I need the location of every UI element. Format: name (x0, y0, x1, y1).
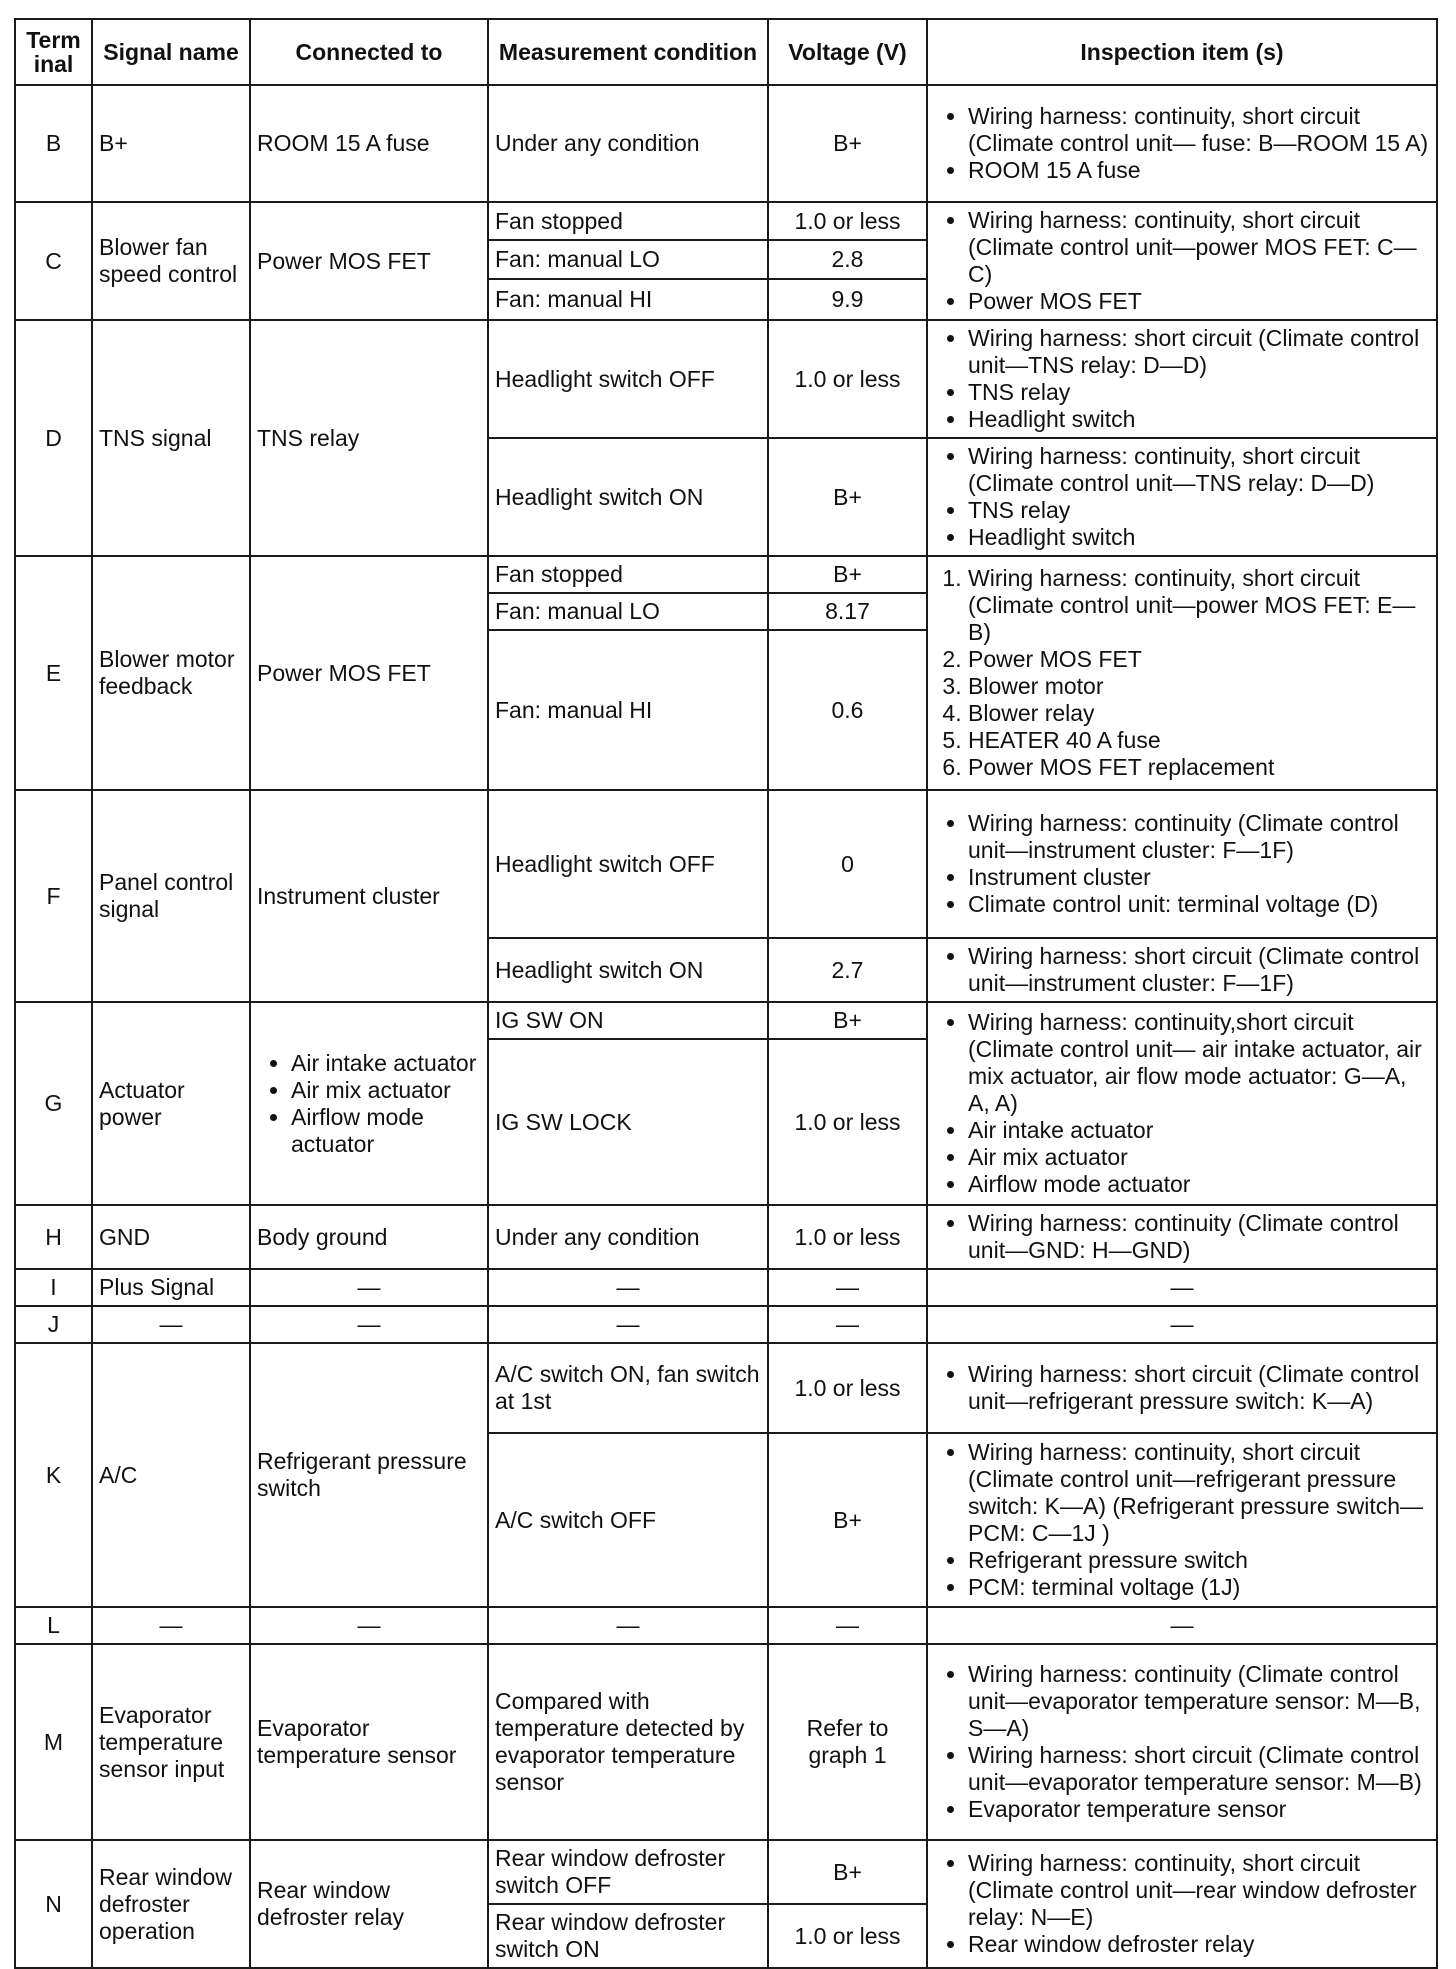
header-connected-to: Connected to (250, 19, 488, 85)
header-row (15, 19, 1437, 85)
inspection-item: • TNS relay (968, 497, 1430, 524)
terminal-cell: H (15, 1205, 92, 1269)
inspection-item: • Wiring harness: continuity (Climate control unit—instrument cluster: F—1F) (968, 810, 1430, 864)
table-row (15, 85, 1437, 202)
voltage-cell: 9.9 (768, 279, 927, 320)
inspection-item: 4. Blower relay (968, 700, 1430, 727)
inspection-item: 5. HEATER 40 A fuse (968, 727, 1430, 754)
signal-cell: GND (92, 1205, 250, 1269)
empty-cell: — (768, 1306, 927, 1343)
condition-cell: Headlight switch ON (488, 938, 768, 1002)
connected-cell: Refrigerant pressure switch (250, 1343, 488, 1607)
signal-cell: Plus Signal (92, 1269, 250, 1306)
condition-cell: Fan: manual HI (488, 279, 768, 320)
table-row (15, 1306, 1437, 1343)
voltage-cell: 0 (768, 790, 927, 938)
signal-cell: TNS signal (92, 320, 250, 556)
terminal-cell: J (15, 1306, 92, 1343)
condition-cell: A/C switch OFF (488, 1433, 768, 1607)
inspection-item: • PCM: terminal voltage (1J) (968, 1574, 1430, 1601)
inspection-item: • Wiring harness: continuity (Climate control unit—GND: H—GND) (968, 1210, 1430, 1264)
inspection-cell (927, 438, 1437, 556)
terminal-cell: L (15, 1607, 92, 1644)
empty-cell: — (250, 1306, 488, 1343)
voltage-cell: B+ (768, 556, 927, 593)
header-signal-name: Signal name (92, 19, 250, 85)
inspection-item: • Wiring harness: continuity, short circuit (Climate control unit—power MOS FET: C—C) (968, 207, 1430, 288)
empty-cell: — (927, 1306, 1437, 1343)
inspection-item: • Air intake actuator (968, 1117, 1430, 1144)
table-row (15, 1205, 1437, 1269)
table-row (15, 1607, 1437, 1644)
condition-cell: IG SW ON (488, 1002, 768, 1039)
empty-cell: — (768, 1269, 927, 1306)
inspection-item: 3. Blower motor (968, 673, 1430, 700)
table-row (15, 790, 1437, 938)
inspection-item: 1. Wiring harness: continuity, short circuit (Climate control unit—power MOS FET: E—B) (968, 565, 1430, 646)
inspection-item: • Refrigerant pressure switch (968, 1547, 1430, 1574)
inspection-item: • Wiring harness: short circuit (Climate control unit—TNS relay: D—D) (968, 325, 1430, 379)
connected-cell: Instrument cluster (250, 790, 488, 1002)
voltage-cell: 1.0 or less (768, 202, 927, 240)
condition-cell: Fan: manual LO (488, 593, 768, 630)
inspection-item: • Wiring harness: short circuit (Climate control unit—instrument cluster: F—1F) (968, 943, 1430, 997)
inspection-cell (927, 202, 1437, 320)
header-voltage: Voltage (V) (768, 19, 927, 85)
header-measurement-condition: Measurement condition (488, 19, 768, 85)
inspection-cell (927, 1644, 1437, 1840)
terminal-inspection-table (14, 18, 1438, 1969)
terminal-cell: N (15, 1840, 92, 1968)
terminal-cell: M (15, 1644, 92, 1840)
connected-cell: TNS relay (250, 320, 488, 556)
terminal-cell: F (15, 790, 92, 1002)
table-row (15, 320, 1437, 438)
inspection-item: • Wiring harness: short circuit (Climate control unit—refrigerant pressure switch: K—A) (968, 1361, 1430, 1415)
voltage-cell: B+ (768, 1840, 927, 1904)
connected-cell: Body ground (250, 1205, 488, 1269)
voltage-cell: 1.0 or less (768, 1205, 927, 1269)
inspection-cell (927, 790, 1437, 938)
terminal-cell: G (15, 1002, 92, 1205)
inspection-cell (927, 1343, 1437, 1433)
inspection-cell (927, 1205, 1437, 1269)
empty-cell: — (92, 1306, 250, 1343)
inspection-item: • ROOM 15 A fuse (968, 157, 1430, 184)
empty-cell: — (488, 1607, 768, 1644)
connected-cell: Rear window defroster relay (250, 1840, 488, 1968)
connected-item: • Air intake actuator (291, 1050, 481, 1077)
connected-item: • Air mix actuator (291, 1077, 481, 1104)
empty-cell: — (488, 1269, 768, 1306)
terminal-cell: I (15, 1269, 92, 1306)
voltage-cell: 1.0 or less (768, 320, 927, 438)
condition-cell: Rear window defroster switch OFF (488, 1840, 768, 1904)
inspection-cell (927, 938, 1437, 1002)
connected-cell: Evaporator temperature sensor (250, 1644, 488, 1840)
inspection-item: • Headlight switch (968, 524, 1430, 551)
condition-cell: Headlight switch OFF (488, 320, 768, 438)
empty-cell: — (250, 1269, 488, 1306)
inspection-item: • Wiring harness: continuity, short circuit (Climate control unit—refrigerant pressure switch: K—A) (Refrigerant pressure switch—PCM: C—1J ) (968, 1439, 1430, 1547)
table-row (15, 1002, 1437, 1039)
table-row (15, 556, 1437, 593)
table-row (15, 1269, 1437, 1306)
signal-cell: A/C (92, 1343, 250, 1607)
voltage-cell: Refer to graph 1 (768, 1644, 927, 1840)
table-row (15, 1644, 1437, 1840)
signal-cell: Panel control signal (92, 790, 250, 1002)
inspection-cell (927, 320, 1437, 438)
voltage-cell: B+ (768, 85, 927, 202)
inspection-item: • Wiring harness: continuity (Climate control unit—evaporator temperature sensor: M—B, S—A) (968, 1661, 1430, 1742)
inspection-cell (927, 556, 1437, 790)
signal-cell: Rear window defroster operation (92, 1840, 250, 1968)
inspection-cell (927, 1433, 1437, 1607)
condition-cell: A/C switch ON, fan switch at 1st (488, 1343, 768, 1433)
inspection-item: • TNS relay (968, 379, 1430, 406)
terminal-cell: B (15, 85, 92, 202)
signal-cell: Blower fan speed control (92, 202, 250, 320)
terminal-cell: E (15, 556, 92, 790)
condition-cell: Headlight switch ON (488, 438, 768, 556)
inspection-item: • Wiring harness: continuity, short circuit (Climate control unit— fuse: B—ROOM 15 A) (968, 103, 1430, 157)
condition-cell: Compared with temperature detected by evaporator temperature sensor (488, 1644, 768, 1840)
empty-cell: — (927, 1269, 1437, 1306)
header-inspection-items: Inspection item (s) (927, 19, 1437, 85)
voltage-cell: B+ (768, 1002, 927, 1039)
table-row (15, 1840, 1437, 1904)
signal-cell: Actuator power (92, 1002, 250, 1205)
inspection-item: • Headlight switch (968, 406, 1430, 433)
condition-cell: Fan stopped (488, 556, 768, 593)
table-row (15, 202, 1437, 240)
voltage-cell: 1.0 or less (768, 1904, 927, 1968)
empty-cell: — (488, 1306, 768, 1343)
connected-cell (250, 1002, 488, 1205)
inspection-item: • Rear window defroster relay (968, 1931, 1430, 1958)
condition-cell: Fan stopped (488, 202, 768, 240)
connected-cell: Power MOS FET (250, 202, 488, 320)
voltage-cell: 1.0 or less (768, 1343, 927, 1433)
voltage-cell: 2.8 (768, 240, 927, 278)
signal-cell: Blower motor feedback (92, 556, 250, 790)
inspection-item: • Wiring harness: continuity,short circuit (Climate control unit— air intake actuator, air mix actuator, air flow mode actuator: G—A, A, A) (968, 1009, 1430, 1117)
voltage-cell: 8.17 (768, 593, 927, 630)
inspection-item: • Airflow mode actuator (968, 1171, 1430, 1198)
voltage-cell: B+ (768, 438, 927, 556)
condition-cell: Fan: manual LO (488, 240, 768, 278)
inspection-cell (927, 1840, 1437, 1968)
inspection-item: 2. Power MOS FET (968, 646, 1430, 673)
header-terminal: Term inal (15, 19, 92, 85)
inspection-item: • Power MOS FET (968, 288, 1430, 315)
inspection-item: 6. Power MOS FET replacement (968, 754, 1430, 781)
inspection-item: • Climate control unit: terminal voltage (D) (968, 891, 1430, 918)
condition-cell: IG SW LOCK (488, 1039, 768, 1205)
inspection-item: • Instrument cluster (968, 864, 1430, 891)
connected-cell: ROOM 15 A fuse (250, 85, 488, 202)
voltage-cell: 0.6 (768, 630, 927, 790)
inspection-item: • Evaporator temperature sensor (968, 1796, 1430, 1823)
empty-cell: — (768, 1607, 927, 1644)
connected-cell: Power MOS FET (250, 556, 488, 790)
table-row (15, 1343, 1437, 1433)
empty-cell: — (92, 1607, 250, 1644)
empty-cell: — (250, 1607, 488, 1644)
voltage-cell: 1.0 or less (768, 1039, 927, 1205)
inspection-item: • Wiring harness: short circuit (Climate control unit—evaporator temperature sensor: M—B) (968, 1742, 1430, 1796)
condition-cell: Headlight switch OFF (488, 790, 768, 938)
condition-cell: Fan: manual HI (488, 630, 768, 790)
condition-cell: Rear window defroster switch ON (488, 1904, 768, 1968)
voltage-cell: 2.7 (768, 938, 927, 1002)
connected-item: • Airflow mode actuator (291, 1104, 481, 1158)
terminal-cell: D (15, 320, 92, 556)
condition-cell: Under any condition (488, 1205, 768, 1269)
signal-cell: Evaporator temperature sensor input (92, 1644, 250, 1840)
empty-cell: — (927, 1607, 1437, 1644)
inspection-item: • Wiring harness: continuity, short circuit (Climate control unit—rear window defroster relay: N—E) (968, 1850, 1430, 1931)
signal-cell: B+ (92, 85, 250, 202)
voltage-cell: B+ (768, 1433, 927, 1607)
terminal-cell: K (15, 1343, 92, 1607)
inspection-item: • Wiring harness: continuity, short circuit (Climate control unit—TNS relay: D—D) (968, 443, 1430, 497)
inspection-cell (927, 85, 1437, 202)
terminal-cell: C (15, 202, 92, 320)
condition-cell: Under any condition (488, 85, 768, 202)
inspection-cell (927, 1002, 1437, 1205)
inspection-item: • Air mix actuator (968, 1144, 1430, 1171)
